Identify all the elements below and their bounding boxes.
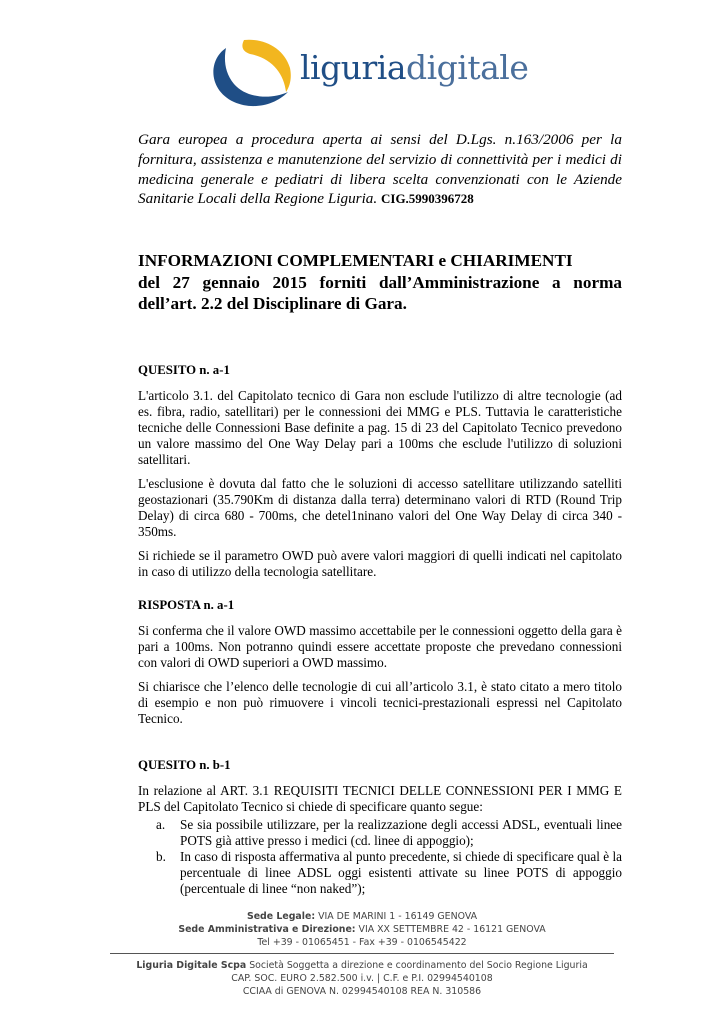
quesito-a1-section [138,362,622,588]
logo-mark-icon [204,34,300,114]
list-marker: b. [156,849,166,864]
title-line-1: INFORMAZIONI COMPLEMENTARI e CHIARIMENTI [138,251,573,270]
risposta-a1-heading: RISPOSTA n. a-1 [138,598,235,612]
list-text: Se sia possibile utilizzare, per la realizzazione degli accessi ADSL, eventuali linee POTS già attive presso i medici (cd. linee di appoggio); [180,817,622,848]
quesito-a1-paragraph-1: L'articolo 3.1. del Capitolato tecnico di Gara non esclude l'utilizzo di altre tecnologie (ad es. fibra, radio, satellitari) per le connessioni dei MMG e PLS. Tuttavia le caratteristiche tecniche delle Connessioni Base definite a pag. 15 di 23 del Capitolato Tecnico prevedono un valore massimo del One Way Delay pari a 100ms che esclude l'utilizzo di soluzioni satellitari. [138,388,622,467]
footer-sede-amministrativa [110,923,614,936]
risposta-a1-paragraph-2: Si chiarisce che l’elenco delle tecnologie di cui all’articolo 3.1, è stato citato a mero titolo di esempio e non può rimuovere i vincoli tecnici-prestazionali espressi nel Capitolato Tecnico. [138,679,622,726]
footer-label: Sede Amministrativa e Direzione: [178,924,356,935]
quesito-b1-paragraph-1: In relazione al ART. 3.1 REQUISITI TECNICI DELLE CONNESSIONI PER I MMG E PLS del Capitolato Tecnico si chiede di specificare quanto segue: [138,783,622,814]
brand-wordmark [300,48,528,87]
risposta-a1-paragraph-1: Si conferma che il valore OWD massimo accettabile per le connessioni oggetto della gara è pari a 100ms. Non potranno quindi essere accettate proposte che prevedano connessioni con valori di OWD superiori a OWD massimo. [138,623,622,670]
title-line-2: del 27 gennaio 2015 forniti dall’Amministrazione a norma dell’art. 2.2 del Disciplinare di Gara. [138,272,622,313]
quesito-b1-list [138,817,622,897]
intro-text: Gara europea a procedura aperta ai sensi del D.Lgs. n.163/2006 per la fornitura, assistenza e manutenzione del servizio di connettività per i medici di medicina generale e pediatri di libera scelta convenzionati con le Aziende Sanitarie Locali della Regione Liguria. [138,131,622,208]
footer-tel: Tel +39 - 01065451 - Fax +39 - 0106545422 [257,937,467,948]
list-item [138,849,622,897]
footer-value: VIA XX SETTEMBRE 42 - 16121 GENOVA [358,924,546,935]
footer-cciaa: CCIAA di GENOVA N. 02994540108 REA N. 310586 [242,986,482,997]
footer-company [110,959,614,972]
page-footer [110,910,614,998]
list-marker: a. [156,817,166,832]
quesito-a1-paragraph-3: Si richiede se il parametro OWD può avere valori maggiori di quelli indicati nel capitolato in caso di utilizzo della tecnologia satellitare. [138,548,622,579]
brand-part-1: liguria [300,48,406,87]
tender-intro [138,130,622,209]
brand-part-2: digitale [406,48,529,87]
footer-company-name: Liguria Digitale Scpa [136,960,247,971]
quesito-a1-paragraph-2: L'esclusione è dovuta dal fatto che le soluzioni di accesso satellitare utilizzando satelliti geostazionari (35.790Km di distanza dalla terra) determinano valori di RTD (Round Trip Delay) di circa 680 - 700ms, che detel1ninano valori del One Way Delay di circa 340 - 350ms. [138,476,622,539]
list-text: In caso di risposta affermativa al punto precedente, si chiede di specificare qual è la percentuale di linee ADSL oggi esistenti attivate su linee POTS di appoggio (percentuale di linee “non naked”); [180,849,622,896]
quesito-a1-heading: QUESITO n. a-1 [138,363,230,377]
cig-code: CIG.5990396728 [381,191,474,207]
footer-company-rest: Società Soggetta a direzione e coordinamento del Socio Regione Liguria [249,960,588,971]
footer-label: Sede Legale: [246,911,316,922]
risposta-a1-section [138,597,622,735]
quesito-b1-heading: QUESITO n. b-1 [138,758,231,772]
footer-capital: CAP. SOC. EURO 2.582.500 i.v. | C.F. e P.I. 02994540108 [231,973,493,984]
quesito-b1-section [138,757,622,897]
footer-divider [110,953,614,954]
list-item [138,817,622,849]
footer-value: VIA DE MARINI 1 - 16149 GENOVA [318,911,478,922]
document-title [138,250,622,315]
footer-sede-legale [110,910,614,923]
